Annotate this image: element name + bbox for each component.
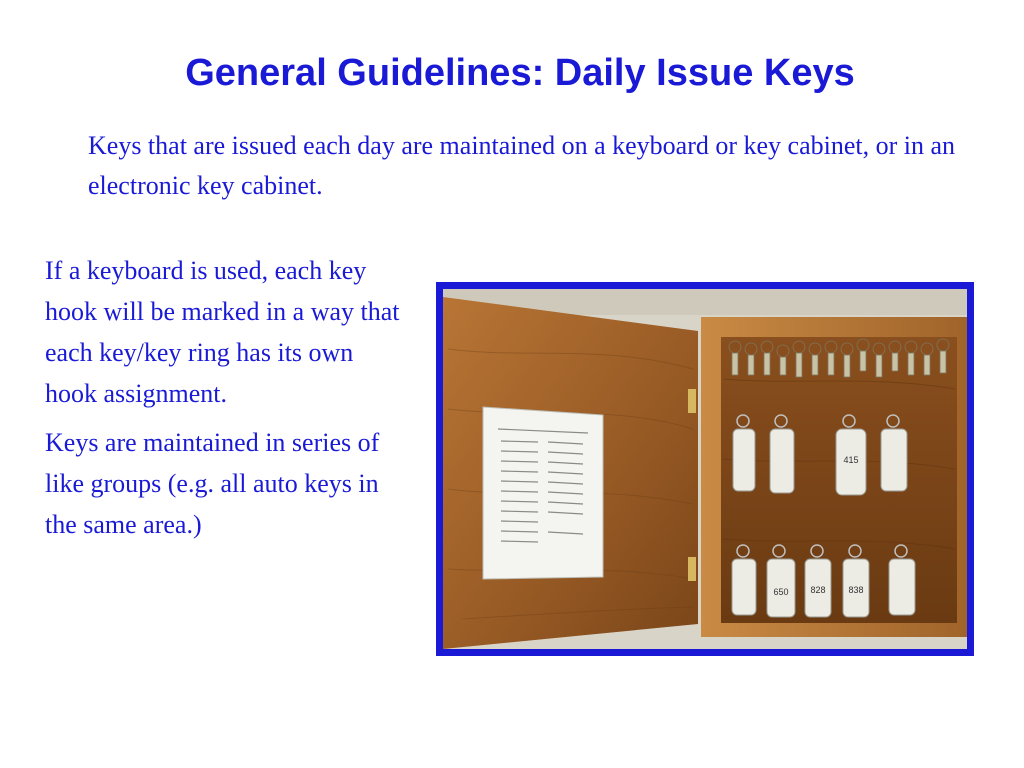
key-cabinet-photo (436, 282, 974, 656)
paragraph-keyboard: If a keyboard is used, each key hook will be marked in a way that each key/key ring has its own hook assignment. (45, 256, 400, 408)
tag-label: 650 (773, 587, 789, 597)
inventory-sheet (483, 407, 603, 579)
intro-text: Keys that are issued each day are maintained on a keyboard or key cabinet, or in an electronic key cabinet. (88, 131, 956, 200)
hinge (688, 389, 696, 413)
hinge (688, 557, 696, 581)
tag-label: 838 (848, 585, 864, 595)
key-cabinet-illustration (443, 289, 967, 649)
tag-label: 828 (810, 585, 826, 595)
paragraph-groups: Keys are maintained in series of like groups (e.g. all auto keys in the same area.) (45, 428, 380, 539)
body-text (45, 250, 410, 553)
slide-title: General Guidelines: Daily Issue Keys (185, 52, 855, 94)
tag-label: 415 (843, 455, 859, 465)
